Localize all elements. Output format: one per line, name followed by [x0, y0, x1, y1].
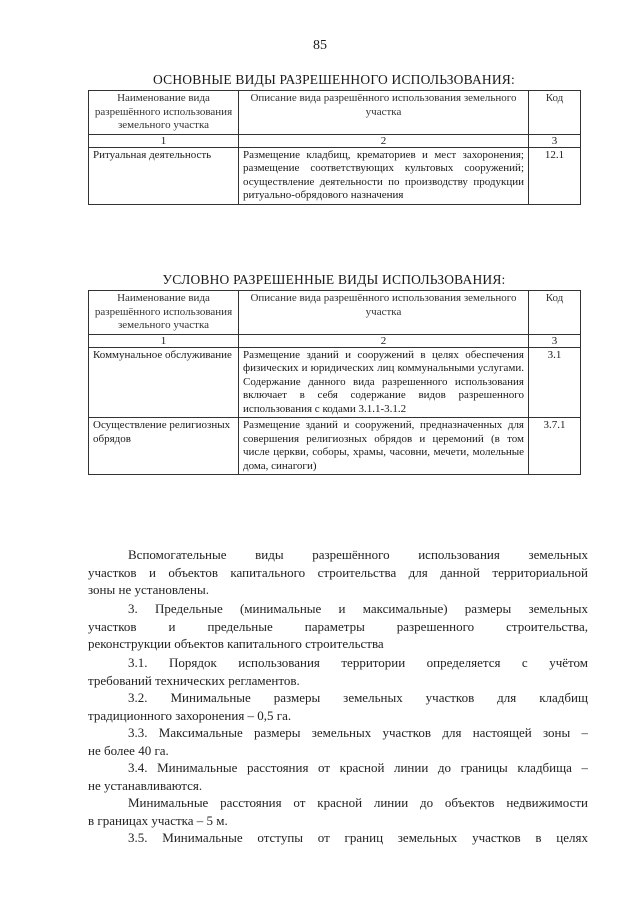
- use-name: Ритуальная деятельность: [89, 147, 239, 204]
- table-row: [89, 147, 581, 204]
- use-name: Коммунальное обслуживание: [89, 347, 239, 418]
- use-description: Размещение зданий и сооружений в целях обеспечения физических и юридических лиц коммунальными услугами. Содержание данного вида разрешенного использования включает в себя содержание видов разрешенного использования с кодами 3.1.1-3.1.2: [239, 347, 529, 418]
- paragraph-3-4: [88, 759, 588, 794]
- main-uses-table: [88, 90, 581, 205]
- table-row: [89, 347, 581, 418]
- use-name: Осуществление религиозных обрядов: [89, 418, 239, 475]
- paragraph-3-1: [88, 654, 588, 689]
- text-line: в границах участка – 5 м.: [88, 812, 228, 828]
- header-name: Наименование вида разрешённого использования земельного участка: [89, 291, 239, 335]
- text-line: зоны не установлены.: [88, 582, 209, 597]
- text-line: требований технических регламентов.: [88, 672, 300, 688]
- col-number: 2: [239, 334, 529, 347]
- text-line: участков и предельные параметры разрешенного строительства,: [88, 618, 588, 634]
- text-line: не устанавливаются.: [88, 777, 203, 793]
- column-number-row: [89, 134, 581, 147]
- use-description: Размещение кладбищ, крематориев и мест захоронения; размещение соответствующих культовых сооружений; осуществление деятельности по производству продукции ритуально-обрядового назначения: [239, 147, 529, 204]
- section-title-main-uses: ОСНОВНЫЕ ВИДЫ РАЗРЕШЕННОГО ИСПОЛЬЗОВАНИЯ:: [153, 72, 515, 87]
- text-line: не более 40 га.: [88, 742, 169, 758]
- text-line: 3.1. Порядок использования территории определяется с учётом: [128, 655, 588, 670]
- table-header-row: [89, 291, 581, 335]
- text-line: 3.2. Минимальные размеры земельных участков для кладбищ: [128, 690, 588, 705]
- text-line: 3.5. Минимальные отступы от границ земельных участков в целях: [128, 830, 588, 845]
- table-row: [89, 418, 581, 475]
- paragraph-3-3: [88, 724, 588, 759]
- paragraph-red-line-distance: [88, 794, 588, 829]
- paragraph-3-5: [88, 829, 588, 847]
- header-name: Наименование вида разрешённого использования земельного участка: [89, 91, 239, 135]
- text-line: 3.4. Минимальные расстояния от красной линии до границы кладбища –: [128, 760, 588, 775]
- header-description: Описание вида разрешённого использования земельного участка: [239, 291, 529, 335]
- header-code: Код: [529, 291, 581, 335]
- section-title-conditional-uses: УСЛОВНО РАЗРЕШЕННЫЕ ВИДЫ ИСПОЛЬЗОВАНИЯ:: [162, 272, 506, 287]
- paragraph-3-2: [88, 689, 588, 724]
- col-number: 3: [529, 334, 581, 347]
- use-code: 3.1: [529, 347, 581, 418]
- use-code: 3.7.1: [529, 418, 581, 475]
- text-line: 3. Предельные (минимальные и максимальные) размеры земельных: [128, 601, 588, 616]
- col-number: 1: [89, 334, 239, 347]
- text-line: традиционного захоронения – 0,5 га.: [88, 707, 292, 723]
- header-code: Код: [529, 91, 581, 135]
- text-line: Минимальные расстояния от красной линии до объектов недвижимости: [128, 795, 588, 810]
- use-description: Размещение зданий и сооружений, предназначенных для совершения религиозных обрядов и церемоний (в том числе церкви, соборы, храмы, часовни, мечети, молельные дома, синагоги): [239, 418, 529, 475]
- conditional-uses-table: [88, 290, 581, 475]
- text-line: участков и объектов капитального строительства для данной территориальной: [88, 564, 588, 580]
- text-line: реконструкции объектов капитального строительства: [88, 636, 384, 651]
- text-line: Вспомогательные виды разрешённого использования земельных: [128, 547, 588, 562]
- column-number-row: [89, 334, 581, 347]
- table-header-row: [89, 91, 581, 135]
- page-number: 85: [313, 38, 327, 53]
- use-code: 12.1: [529, 147, 581, 204]
- col-number: 2: [239, 134, 529, 147]
- paragraph-limits: [88, 600, 588, 653]
- paragraph-auxiliary-uses: [88, 546, 588, 599]
- header-description: Описание вида разрешённого использования земельного участка: [239, 91, 529, 135]
- text-line: 3.3. Максимальные размеры земельных участков для настоящей зоны –: [128, 725, 588, 740]
- col-number: 3: [529, 134, 581, 147]
- col-number: 1: [89, 134, 239, 147]
